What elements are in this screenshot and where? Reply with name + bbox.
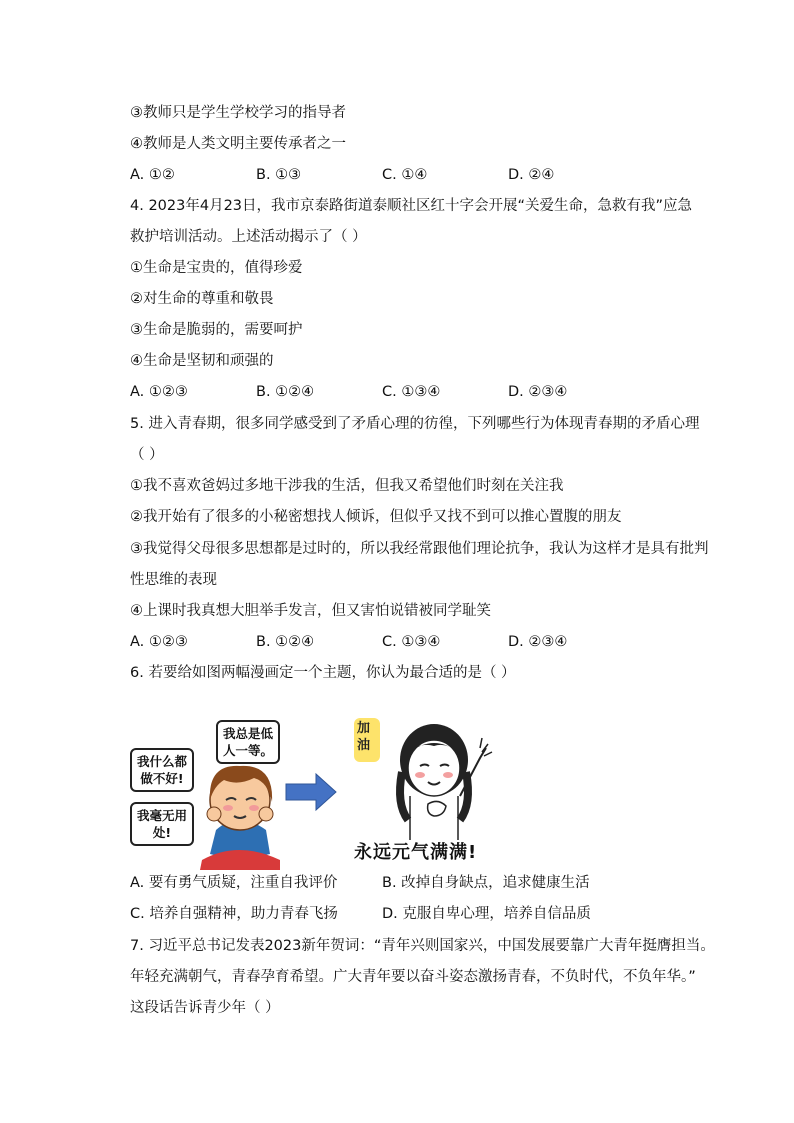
bubble-useless	[130, 802, 194, 846]
q6-choice-b: B. 改掉自身缺点，追求健康生活	[382, 875, 590, 891]
q3-item-3: ③教师只是学生学校学习的指导者	[130, 105, 346, 121]
q7-stem-line2: 年轻充满朝气，青春孕育希望。广大青年要以奋斗姿态激扬青春，不负时代，不负年华。”	[130, 969, 696, 985]
cheer-side-label: 加油	[357, 721, 372, 753]
q5-item-4: ④上课时我真想大胆举手发言，但又害怕说错被同学耻笑	[130, 603, 491, 619]
bubble-useless-text: 我毫无用 处!	[137, 808, 188, 840]
q6-choice-d: D. 克服自卑心理，培养自信品质	[382, 906, 591, 922]
q4-item-3: ③生命是脆弱的，需要呵护	[130, 322, 303, 338]
q5-choice-c: C. ①③④	[382, 634, 441, 650]
q5-choice-d: D. ②③④	[508, 634, 568, 650]
q3-choice-a: A. ①②	[130, 167, 175, 183]
q4-choice-b: B. ①②④	[256, 384, 315, 400]
q5-item-3-line2: 性思维的表现	[130, 572, 217, 588]
q7-stem-line3: 这段话告诉青少年（ ）	[130, 1000, 280, 1016]
q7-stem-line1: 7. 习近平总书记发表2023新年贺词：“青年兴则国家兴，中国发展要靠广大青年挺膺担当。	[130, 938, 715, 954]
q5-item-3-line1: ③我觉得父母很多思想都是过时的，所以我经常跟他们理论抗争，我认为这样才是具有批判	[130, 541, 709, 557]
q3-choice-c: C. ①④	[382, 167, 428, 183]
q6-stem: 6. 若要给如图两幅漫画定一个主题，你认为最合适的是（ ）	[130, 665, 516, 681]
q4-choice-c: C. ①③④	[382, 384, 441, 400]
bubble-inferior	[216, 720, 280, 764]
q5-stem-line2: （ ）	[130, 447, 164, 463]
bubble-cant-do	[130, 748, 194, 792]
q4-stem-line1: 4. 2023年4月23日，我市京泰路街道泰顺社区红十字会开展“关爱生命，急救有我”应急	[130, 198, 693, 214]
bubble-cant-do-text: 我什么都 做不好!	[137, 754, 188, 786]
q3-choice-d: D. ②④	[508, 167, 555, 183]
q5-choice-b: B. ①②④	[256, 634, 315, 650]
q3-item-4: ④教师是人类文明主要传承者之一	[130, 136, 346, 152]
q5-stem-line1: 5. 进入青春期，很多同学感受到了矛盾心理的彷徨，下列哪些行为体现青春期的矛盾心理	[130, 416, 700, 432]
q5-item-1: ①我不喜欢爸妈过多地干涉我的生活，但我又希望他们时刻在关注我	[130, 478, 564, 494]
bubble-inferior-text: 我总是低 人一等。	[223, 726, 274, 758]
q4-choice-a: A. ①②③	[130, 384, 188, 400]
q4-stem-line2: 救护培训活动。上述活动揭示了（ ）	[130, 229, 367, 245]
q6-choice-c: C. 培养自强精神，助力青春飞扬	[130, 906, 338, 922]
q4-choice-d: D. ②③④	[508, 384, 568, 400]
q4-item-1: ①生命是宝贵的，值得珍爱	[130, 260, 303, 276]
comic-caption: 永远元气满满!	[354, 842, 478, 863]
q4-item-4: ④生命是坚韧和顽强的	[130, 353, 274, 369]
q5-item-2: ②我开始有了很多的小秘密想找人倾诉，但似乎又找不到可以推心置腹的朋友	[130, 509, 622, 525]
q6-comic	[128, 712, 508, 872]
q4-item-2: ②对生命的尊重和敬畏	[130, 291, 274, 307]
q5-choice-a: A. ①②③	[130, 634, 188, 650]
q3-choice-b: B. ①③	[256, 167, 302, 183]
q6-choice-a: A. 要有勇气质疑，注重自我评价	[130, 875, 338, 891]
arrow-right-icon	[284, 772, 338, 812]
